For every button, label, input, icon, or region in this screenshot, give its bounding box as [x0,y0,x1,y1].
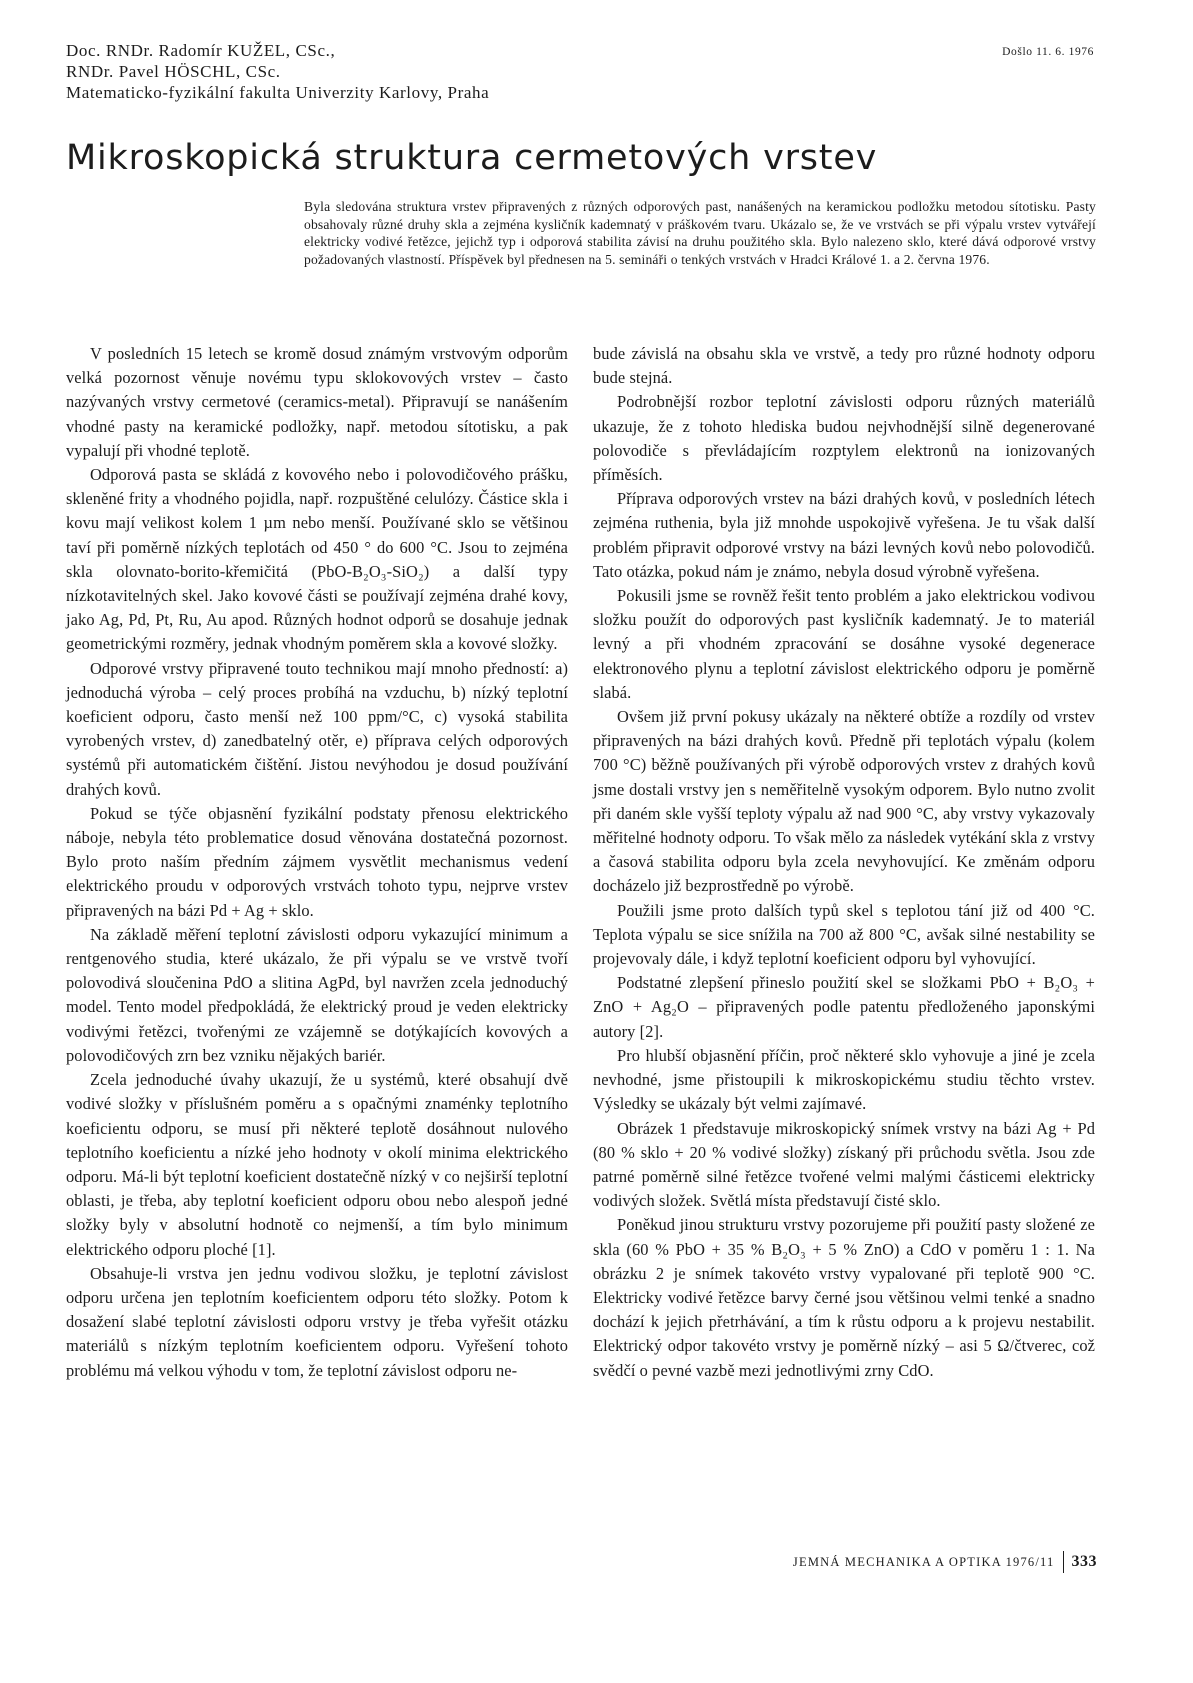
paragraph: Zcela jednoduché úvahy ukazují, že u systémů, které obsahují dvě vodivé složky v příslušném poměru a s opačnými znaménky teplotního koeficientu odporu, se musí při některé teplotě dosáhnout nulového teplotního koeficientu a nízké jeho hodnoty v okolí minima elektrického odporu. Má-li být teplotní koeficient dostatečně nízký v co nejširší teplotní oblasti, je třeba, aby teplotní koeficient odporu obou nebo alespoň jedné složky byly v absolutní hodnotě co nejmenší, a tím bylo minimum elektrického odporu ploché [1]. [66,1070,568,1259]
paragraph: Odporové vrstvy připravené touto technikou mají mnoho předností: a) jednoduchá výroba – celý proces probíhá na vzduchu, b) nízký teplotní koeficient odporu, často menší než 100 ppm/°C, c) vysoká stabilita vyrobených vrstev, d) zanedbatelný otěr, e) příprava celých odporových systémů při automatickém čištění. Jistou nevýhodou je dosud používání drahých kovů. [66,658,568,799]
received-date: Došlo 11. 6. 1976 [1002,46,1094,58]
paragraph: Obsahuje-li vrstva jen jednu vodivou složku, je teplotní závislost odporu určena jen teplotním koeficientem odporu této složky. Potom k dosažení slabé teplotní závislosti odporu vrstvy je třeba vyřešit otázku materiálů s nízkým teplotním koeficientem odporu. Vyřešení tohoto problému má velkou výhodu v tom, že teplotní závislost odporu ne- [66,1263,568,1380]
journal-name: JEMNÁ MECHANIKA A OPTIKA 1976/11 [792,1554,1055,1569]
abstract: Byla sledována struktura vrstev připravených z různých odporových past, nanášených na keramickou podložku metodou sítotisku. Pasty obsahovaly různé druhy skla a zejména kysličník kademnatý v práškovém tvaru. Ukázalo se, že ve vrstvách se při výpalu vrstev vytvářejí elektricky vodivé řetězce, jejichž typ i odporová stabilita závisí na druhu použitého skla. Bylo nalezeno sklo, které dává odporové vrstvy požadovaných vlastností. Příspěvek byl přednesen na 5. semináři o tenkých vrstvách v Hradci Králové 1. a 2. června 1976. [304,199,1096,267]
author-1: Doc. RNDr. Radomír KUŽEL, CSc., [66,41,336,60]
article-title: Mikroskopická struktura cermetových vrstev [66,138,878,178]
paragraph: Poněkud jinou strukturu vrstvy pozorujeme při použití pasty složené ze skla (60 % PbO + 35 % B₂O₃ + 5 % ZnO) a CdO v poměru 1 : 1. Na obrázku 2 je snímek takovéto vrstvy vypalované při teplotě 900 °C. Elektricky vodivé řetězce barvy černé jsou většinou velmi tenké a snadno dochází k jejich přetrhávání, a tím k růstu odporu a k projevu nestabilit. Elektrický odpor takovéto vrstvy je poměrně nízký – asi 5 Ω/čtverec, což svědčí o pevné vazbě mezi jednotlivými zrny CdO. [593,1215,1095,1380]
page-number: 333 [1071,1553,1097,1570]
paragraph: Na základě měření teplotní závislosti odporu vykazující minimum a rentgenového studia, které ukázalo, že při výpalu se ve vrstvě tvoří polovodivá sloučenina PdO a slitina AgPd, byl navržen zcela jednoduchý model. Tento model předpokládá, že elektrický proud je veden elektricky vodivými řetězci, tvořenými ze vzájemně se dotýkajících kovových a polovodičových zrn bez vzniku nějakých bariér. [66,924,568,1065]
left-column [66,342,568,1383]
paragraph: Podrobnější rozbor teplotní závislosti odporu různých materiálů ukazuje, že z tohoto hlediska budou nejvhodnější silně degenerované polovodiče s převládajícím rozptylem elektronů na ionizovaných příměsích. [593,392,1095,485]
paragraph: Pokusili jsme se rovněž řešit tento problém a jako elektrickou vodivou složku použít do odporových past kysličník kademnatý. Je to materiál levný a při vhodném zpracování se dosáhne vysoké degenerace elektronového plynu a teplotní závislost elektrického odporu je poměrně slabá. [593,586,1095,702]
paragraph: Pokud se týče objasnění fyzikální podstaty přenosu elektrického náboje, nebyla této problematice dosud věnována dostatečná pozornost. Bylo proto naším předním zájmem vysvětlit mechanismus vedení elektrického proudu v odporových vrstvách tohoto typu, nejprve vrstev připravených na bázi Pd + Ag + sklo. [66,803,568,920]
paragraph: Příprava odporových vrstev na bázi drahých kovů, v posledních létech zejména ruthenia, byla již mnohde uspokojivě vyřešena. Je tu však další problém připravit odporové vrstvy na bázi levných kovů nebo polovodičů. Tato otázka, pokud nám je známo, nebyla dosud výrobně vyřešena. [593,489,1095,581]
affiliation: Matematicko-fyzikální fakulta Univerzity Karlovy, Praha [66,83,490,102]
page-footer [793,1551,1097,1573]
footer-divider [1063,1551,1064,1573]
paragraph: Podstatné zlepšení přineslo použití skel se složkami PbO + B₂O₃ + ZnO + Ag₂O – připravených podle patentu předloženého japonskými autory [2]. [593,973,1095,1041]
paragraph: V posledních 15 letech se kromě dosud známým vrstvovým odporům velká pozornost věnuje novému typu sklokovových vrstev – často nazývaných vrstvy cermetové (ceramics-metal). Připravují se nanášením vhodné pasty na keramické podložky, např. metodou sítotisku, a pak vypalují při vhodné teplotě. [66,344,568,460]
paragraph: Obrázek 1 představuje mikroskopický snímek vrstvy na bázi Ag + Pd (80 % sklo + 20 % vodivé složky) získaný při průchodu světla. Jsou zde patrné poměrně silné řetězce tvořené velmi malými částicemi elektricky vodivých složek. Světlá místa představují čisté sklo. [593,1118,1095,1211]
paragraph: Odporová pasta se skládá z kovového nebo i polovodičového prášku, skleněné frity a vhodného pojidla, např. rozpuštěné celulózy. Částice skla i kovu mají velikost kolem 1 µm nebo menší. Používané sklo se většinou taví při poměrně nízkých teplotách od 450 ° do 600 °C. Jsou to zejména skla olovnato-borito-křemičitá (PbO-B₂O₃-SiO₂) a další typy nízkotavitelných skel. Jako kovové části se používají zejména drahé kovy, jako Ag, Pd, Pt, Ru, Au apod. Různých hodnot odporů se dosahuje jednak geometrickými rozměry, jednak vhodným poměrem skla a kovové složky. [66,465,568,654]
paragraph: Pro hlubší objasnění příčin, proč některé sklo vyhovuje a jiné je zcela nevhodné, jsme přistoupili k mikroskopickému studiu těchto vrstev. Výsledky se ukázaly být velmi zajímavé. [593,1045,1095,1114]
author-block [66,40,686,103]
right-column [593,342,1095,1383]
author-2: RNDr. Pavel HÖSCHL, CSc. [66,62,281,81]
paragraph: Ovšem již první pokusy ukázaly na některé obtíže a rozdíly od vrstev připravených na bázi drahých kovů. Předně při teplotách výpalu (kolem 700 °C) běžně používaných při výrobě odporových vrstev z drahých kovů jsme dostali vrstvy jen s neměřitelně vysokým odporem. Bylo nutno zvolit při daném skle vyšší teploty výpalu až nad 900 °C, aby vrstvy vykazovaly měřitelné hodnoty odporu. To však mělo za následek vytékání skla z vrstvy a časová stabilita odporu byla zcela nevyhovující. Ke změnám odporu docházelo již bezprostředně po výrobě. [593,707,1095,896]
paragraph-continued: bude závislá na obsahu skla ve vrstvě, a tedy pro různé hodnoty odporu bude stejná. [593,344,1095,388]
paragraph: Použili jsme proto dalších typů skel s teplotou tání již od 400 °C. Teplota výpalu se sice snížila na 700 až 800 °C, avšak silné nestability se projevovaly dále, i když teplotní koeficient odporu byl vyhovující. [593,900,1095,969]
